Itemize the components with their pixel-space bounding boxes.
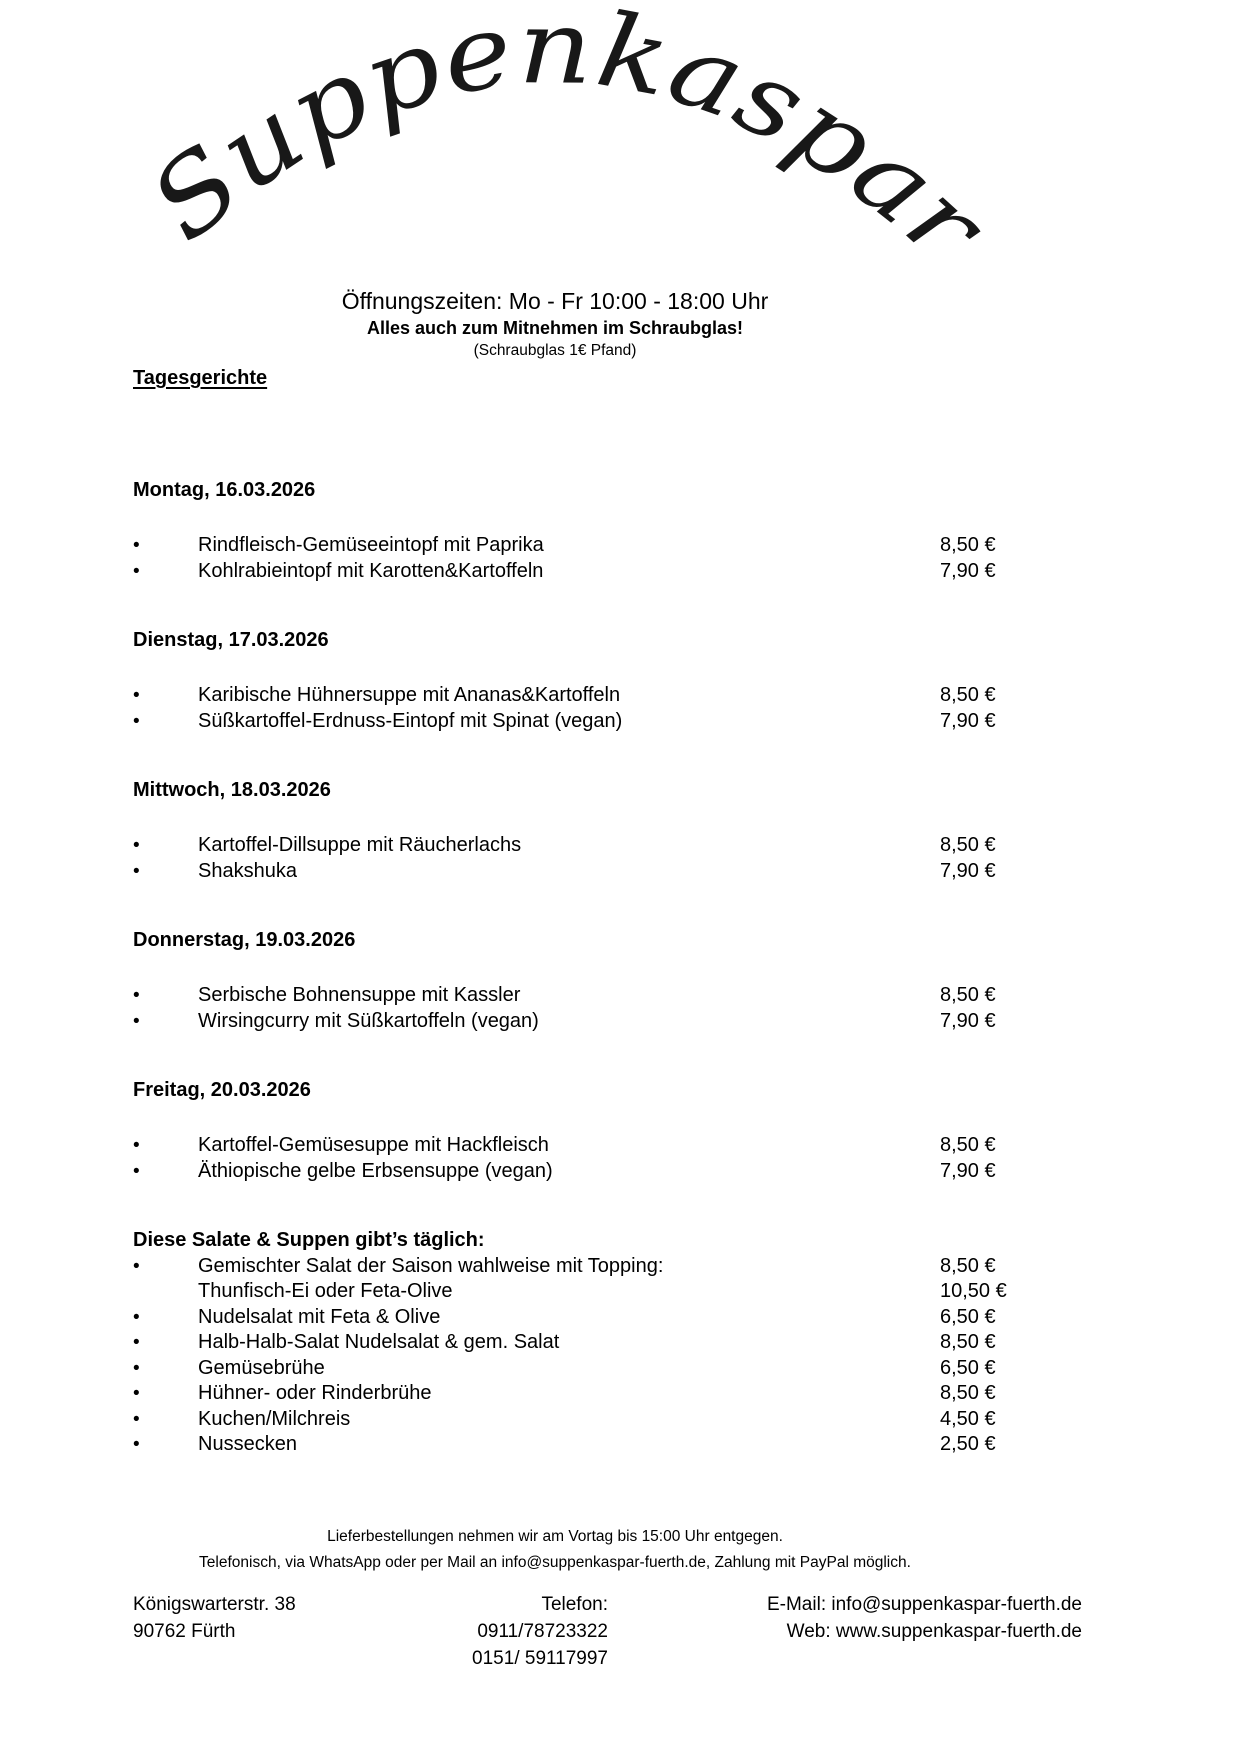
menu-item-row [133,1407,1240,1433]
menu-item-row [133,1133,1240,1159]
bullet-icon: • [133,985,140,1006]
phone-number-1: Telefon: 0911/78723322 [477,1593,608,1642]
section-title-tagesgerichte: Tagesgerichte [133,367,268,389]
bullet-icon: • [133,560,140,582]
email-address: E-Mail: info@suppenkaspar-fuerth.de [766,1593,1082,1615]
item-name: Thunfisch-Ei oder Feta-Olive [198,1280,453,1302]
menu-item-row [133,1279,1240,1305]
item-price: 8,50 € [940,1382,996,1404]
item-price: 4,50 € [940,1407,996,1430]
item-price: 8,50 € [940,1254,996,1277]
days [133,478,1240,1184]
bullet-icon: • [133,1255,140,1277]
item-name: Kartoffel-Gemüsesuppe mit Hackfleisch [198,1134,549,1156]
item-price: 7,90 € [940,1159,996,1182]
logo-svg [0,0,1240,272]
bullet-icon: • [133,1408,140,1430]
menu-item-row [133,1356,1240,1382]
bullet-icon: • [133,1160,140,1182]
delivery-note: Lieferbestellungen nehmen wir am Vortag bis 15:00 Uhr entgegen. [327,1527,783,1545]
item-price: 7,90 € [940,559,996,582]
day-items [133,983,1240,1034]
day-items [133,683,1240,734]
header-block [133,286,977,390]
daily-title: Diese Salate & Suppen gibt’s täglich: [133,1229,485,1251]
bullet-icon: • [133,685,140,706]
item-name: Äthiopische gelbe Erbsensuppe (vegan) [198,1159,553,1182]
item-price: 8,50 € [940,684,996,706]
menu-item-row [133,1254,1240,1280]
phone-number-2: 0151/ 59117997 [472,1647,608,1669]
day-section [133,928,1240,1034]
contact-phone [430,1591,608,1672]
day-items [133,1133,1240,1184]
item-price: 10,50 € [940,1280,1007,1302]
logo-text: Suppenkaspar [128,0,1000,272]
item-name: Gemüsebrühe [198,1356,325,1379]
item-price: 8,50 € [940,1134,996,1156]
menu-item-row [133,559,1240,585]
item-price: 7,90 € [940,859,996,882]
day-section [133,1078,1240,1184]
item-price: 7,90 € [940,709,996,732]
daily-section [133,1228,1240,1458]
item-name: Kuchen/Milchreis [198,1407,351,1430]
deposit-note: (Schraubglas 1€ Pfand) [473,342,637,359]
address-city: 90762 Fürth [133,1620,236,1642]
bullet-icon: • [133,860,140,882]
footer-notes [133,1524,977,1576]
item-name: Serbische Bohnensuppe mit Kassler [198,984,521,1006]
menu-item-row [133,1381,1240,1407]
item-name: Kartoffel-Dillsuppe mit Räucherlachs [198,834,522,856]
item-name: Karibische Hühnersuppe mit Ananas&Kartoffeln [198,684,621,706]
item-name: Wirsingcurry mit Süßkartoffeln (vegan) [198,1009,539,1032]
item-price: 8,50 € [940,534,996,556]
day-title: Montag, 16.03.2026 [133,479,316,501]
day-section [133,478,1240,584]
item-price: 8,50 € [940,984,996,1006]
day-title: Donnerstag, 19.03.2026 [133,929,356,951]
bullet-icon: • [133,1306,140,1328]
menu-item-row [133,533,1240,559]
item-name: Hühner- oder Rinderbrühe [198,1382,432,1404]
item-price: 2,50 € [940,1433,996,1455]
menu-item-row [133,1432,1240,1458]
bullet-icon: • [133,710,140,732]
day-title: Dienstag, 17.03.2026 [133,629,329,651]
item-name: Nussecken [198,1433,297,1455]
item-name: Halb-Halb-Salat Nudelsalat & gem. Salat [198,1331,560,1353]
item-name: Kohlrabieintopf mit Karotten&Kartoffeln [198,559,544,582]
bullet-icon: • [133,1332,140,1353]
day-section [133,778,1240,884]
item-name: Nudelsalat mit Feta & Olive [198,1305,441,1328]
day-title: Freitag, 20.03.2026 [133,1079,311,1101]
day-items [133,533,1240,584]
menu-item-row [133,983,1240,1009]
item-name: Shakshuka [198,859,297,882]
logo [0,0,1240,272]
contact-online [608,1591,1082,1672]
day-items [133,833,1240,884]
menu-item-row [133,709,1240,735]
day-title: Mittwoch, 18.03.2026 [133,779,331,801]
menu-item-row [133,833,1240,859]
contact-address [133,1591,430,1672]
opening-hours: Öffnungszeiten: Mo - Fr 10:00 - 18:00 Uhr [341,288,769,314]
contact-row [133,1591,1082,1672]
item-price: 6,50 € [940,1305,996,1328]
item-name: Süßkartoffel-Erdnuss-Eintopf mit Spinat (vegan) [198,709,623,732]
takeaway-note: Alles auch zum Mitnehmen im Schraubglas! [366,318,744,338]
svg-text:Suppenkaspar [128,0,1008,272]
bullet-icon: • [133,1383,140,1404]
menu-item-row [133,859,1240,885]
address-street: Königswarterstr. 38 [133,1593,296,1615]
ordering-note: Telefonisch, via WhatsApp oder per Mail an info@suppenkaspar-fuerth.de, Zahlung mit PayPal möglich. [199,1553,911,1571]
day-section [133,628,1240,734]
bullet-icon: • [133,1434,140,1455]
menu-item-row [133,1330,1240,1356]
item-name: Rindfleisch-Gemüseeintopf mit Paprika [198,534,544,556]
website-address: Web: www.suppenkaspar-fuerth.de [786,1620,1082,1642]
item-price: 6,50 € [940,1356,996,1379]
menu-item-row [133,1305,1240,1331]
bullet-icon: • [133,535,140,556]
bullet-icon: • [133,1357,140,1379]
item-price: 8,50 € [940,1331,996,1353]
menu-item-row [133,1009,1240,1035]
item-price: 7,90 € [940,1009,996,1032]
item-name: Gemischter Salat der Saison wahlweise mit Topping: [198,1254,664,1277]
item-price: 8,50 € [940,834,996,856]
menu-item-row [133,1159,1240,1185]
bullet-icon: • [133,1135,140,1156]
daily-items [133,1254,1240,1458]
menu-item-row [133,683,1240,709]
bullet-icon: • [133,1010,140,1032]
bullet-icon: • [133,835,140,856]
